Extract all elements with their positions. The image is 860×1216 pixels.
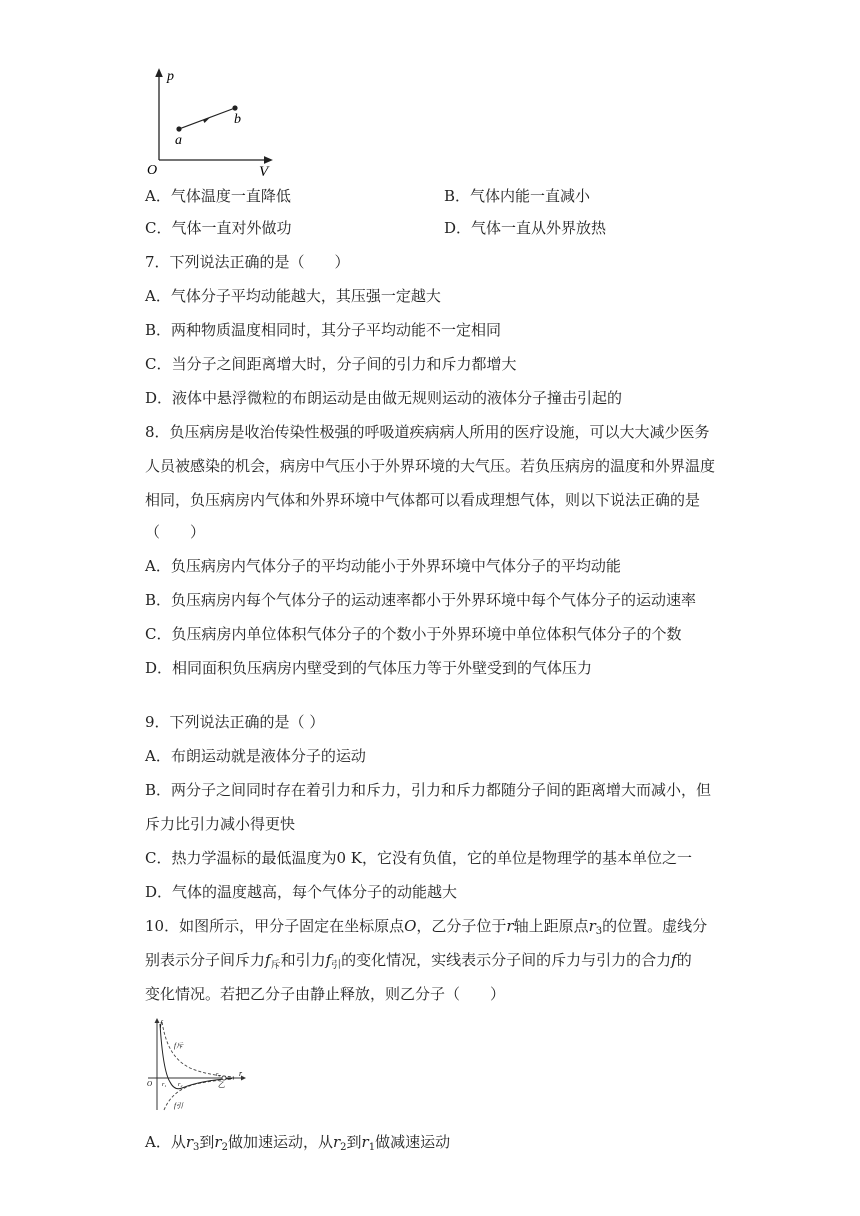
r3-label: r₃ — [216, 1072, 221, 1078]
q9-option-c: C．热力学温标的最低温度为0 K，它没有负值，它的单位是物理学的基本单位之一 — [145, 849, 692, 867]
q10-f-attract-symbol: f — [325, 951, 332, 969]
q8-stem-line4: （ ） — [145, 523, 206, 541]
point-b-label: b — [234, 112, 241, 127]
q10-r-symbol: r — [506, 917, 514, 935]
r2-label: r₂ — [178, 1082, 183, 1088]
q10-r3-subscript: 3 — [595, 926, 603, 937]
q10-text: 做减速运动 — [375, 1133, 451, 1151]
q10-text: 到 — [346, 1133, 362, 1151]
q7-option-b: B．两种物质温度相同时，其分子平均动能不一定相同 — [145, 321, 502, 339]
q10-r2-symbol: r — [332, 1133, 341, 1151]
q10-r3-symbol: r — [588, 917, 596, 935]
q8-stem-line1: 8．负压病房是收治传染性极强的呼吸道疾病病人所用的医疗设施，可以大大减少医务 — [145, 423, 710, 441]
q10-text: 做加速运动，从 — [227, 1133, 333, 1151]
p-axis-label: p — [167, 69, 174, 84]
q10-stem-line2 — [145, 950, 692, 976]
origin-label: O — [147, 163, 158, 178]
q10-text: A．从 — [145, 1133, 186, 1151]
q10-origin-symbol: O — [404, 917, 417, 935]
q6-option-d: D．气体一直从外界放热 — [444, 219, 607, 237]
pv-diagram — [145, 66, 280, 180]
q6-option-c: C．气体一直对外做功 — [145, 219, 292, 237]
q10-r3-symbol: r — [185, 1133, 194, 1151]
q7-option-a: A．气体分子平均动能越大，其压强一定越大 — [145, 287, 441, 305]
q9-option-b-line2: 斥力比引力减小得更快 — [145, 815, 296, 833]
r1-label: r₁ — [162, 1082, 167, 1088]
molecule-yi — [222, 1076, 226, 1080]
molecular-force-diagram — [144, 1016, 248, 1116]
q10-r3-subscript: 3 — [193, 1142, 200, 1153]
q9-stem: 9．下列说法正确的是（ ） — [145, 713, 325, 731]
q10-text: 的 — [676, 951, 692, 969]
q10-text: 别表示分子间斥力 — [145, 951, 266, 969]
q10-f-repel-subscript: 斥 — [270, 960, 281, 971]
q10-text: 的位置。虚线分 — [602, 917, 708, 935]
q8-option-a: A．负压病房内气体分子的平均动能小于外界环境中气体分子的平均动能 — [145, 557, 621, 575]
q9-option-b-line1: B．两分子之间同时存在着引力和斥力，引力和斥力都随分子间的距离增大而减小，但 — [145, 781, 712, 799]
f-axis-label: f — [160, 1019, 163, 1028]
point-b — [232, 105, 237, 110]
q10-text: 10．如图所示，甲分子固定在坐标原点 — [145, 917, 405, 935]
q7-option-d: D．液体中悬浮微粒的布朗运动是由做无规则运动的液体分子撞击引起的 — [145, 389, 623, 407]
f-repel-label: f斥 — [174, 1042, 183, 1050]
q6-option-b: B．气体内能一直减小 — [444, 187, 591, 205]
q10-f-repel-symbol: f — [265, 951, 271, 969]
q10-f-attract-subscript: 引 — [331, 960, 342, 971]
q9-option-a: A．布朗运动就是液体分子的运动 — [145, 747, 366, 765]
q10-text: 的变化情况，实线表示分子间的斥力与引力的合力 — [341, 951, 672, 969]
q6-option-a: A．气体温度一直降低 — [145, 187, 291, 205]
resultant-force-curve — [160, 1024, 232, 1089]
q8-stem-line2: 人员被感染的机会，病房中气压小于外界环境的大气压。若负压病房的温度和外界温度 — [145, 457, 716, 475]
q10-r1-subscript: 1 — [368, 1142, 376, 1153]
yi-label: 乙 — [218, 1081, 225, 1089]
q10-r2-subscript: 2 — [221, 1142, 228, 1153]
q10-option-a — [145, 1132, 450, 1158]
q8-stem-line3: 相同，负压病房内气体和外界环境中气体都可以看成理想气体，则以下说法正确的是 — [145, 491, 701, 509]
v-axis-label: V — [259, 164, 269, 180]
q10-text: ，乙分子位于 — [416, 917, 507, 935]
q10-text: 和引力 — [280, 951, 326, 969]
q10-f-symbol: f — [671, 951, 677, 969]
q8-option-c: C．负压病房内单位体积气体分子的个数小于外界环境中单位体积气体分子的个数 — [145, 625, 682, 643]
q10-text: 到 — [199, 1133, 215, 1151]
q10-stem-line1 — [145, 916, 707, 942]
q10-stem-line3: 变化情况。若把乙分子由静止释放，则乙分子（ ） — [145, 985, 506, 1003]
point-a — [176, 126, 181, 131]
r-axis-label: r — [239, 1069, 243, 1078]
point-a-label: a — [175, 133, 182, 148]
q8-option-b: B．负压病房内每个气体分子的运动速率都小于外界环境中每个气体分子的运动速率 — [145, 591, 697, 609]
q9-option-d: D．气体的温度越高，每个气体分子的动能越大 — [145, 883, 458, 901]
q10-text: 轴上距原点 — [513, 917, 589, 935]
q10-r2-subscript: 2 — [340, 1142, 347, 1153]
f-repel-curve — [162, 1022, 234, 1077]
q8-option-d: D．相同面积负压病房内壁受到的气体压力等于外壁受到的气体压力 — [145, 659, 593, 677]
f-attract-label: f引 — [174, 1102, 183, 1110]
q7-option-c: C．当分子之间距离增大时，分子间的引力和斥力都增大 — [145, 355, 517, 373]
origin-label: O — [147, 1080, 153, 1088]
q7-stem: 7．下列说法正确的是（ ） — [145, 253, 350, 271]
q10-r2-symbol: r — [214, 1133, 222, 1151]
process-arrow — [203, 117, 211, 124]
q10-r1-symbol: r — [361, 1133, 369, 1151]
